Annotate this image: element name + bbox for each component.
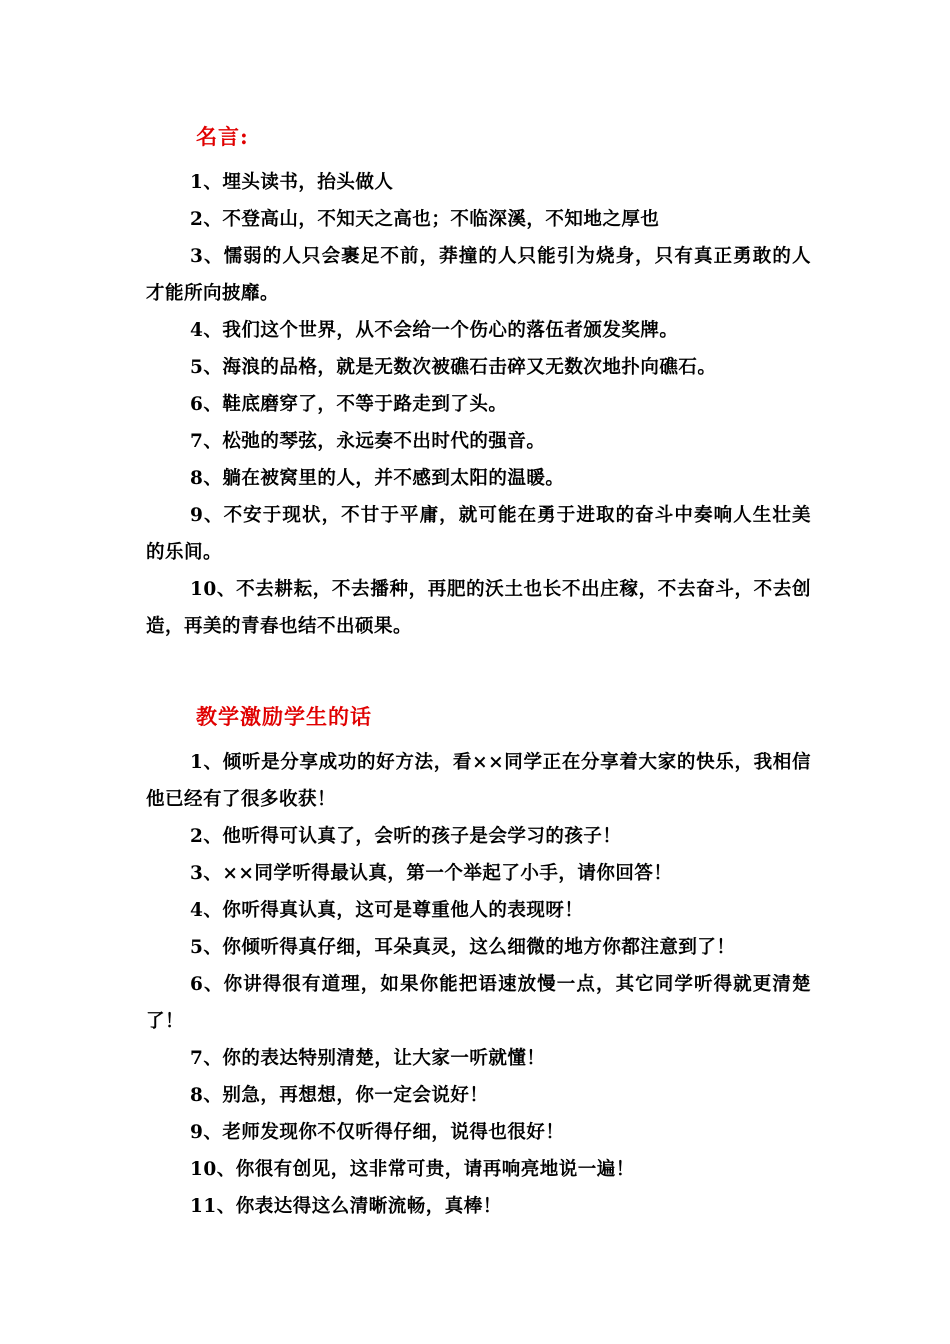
encouragement-item: 10、你很有创见，这非常可贵，请再响亮地说一遍！ (190, 1159, 635, 1180)
encouragement-item: 8、别急，再想想，你一定会说好！ (190, 1085, 489, 1106)
quote-item: 8、躺在被窝里的人，并不感到太阳的温暖。 (190, 468, 565, 489)
quote-item: 5、海浪的品格，就是无数次被礁石击碎又无数次地扑向礁石。 (190, 357, 717, 378)
quote-item: 6、鞋底磨穿了，不等于路走到了头。 (190, 394, 508, 415)
encouragement-item: 4、你听得真认真，这可是尊重他人的表现呀！ (190, 900, 584, 921)
encouragement-item: 5、你倾听得真仔细，耳朵真灵，这么细微的地方你都注意到了！ (190, 937, 736, 958)
encouragement-item: 11、你表达得这么清晰流畅，真棒！ (190, 1196, 502, 1217)
quote-item: 7、松弛的琴弦，永远奏不出时代的强音。 (190, 431, 546, 452)
quote-item: 4、我们这个世界，从不会给一个伤心的落伍者颁发奖牌。 (190, 320, 679, 341)
encouragement-item: 6、你讲得很有道理，如果你能把语速放慢一点，其它同学听得就更清楚了！ (146, 974, 811, 1032)
quote-item: 2、不登高山，不知天之高也；不临深溪，不知地之厚也 (190, 209, 660, 230)
quotes-heading: 名言: (196, 124, 249, 149)
quote-item: 1、埋头读书，抬头做人 (190, 172, 394, 193)
encouragement-item: 2、他听得可认真了，会听的孩子是会学习的孩子！ (190, 826, 622, 847)
encouragement-item: 7、你的表达特别清楚，让大家一听就懂！ (190, 1048, 546, 1069)
encouragement-item: 9、老师发现你不仅听得仔细，说得也很好！ (190, 1122, 565, 1143)
quote-item: 10、不去耕耘，不去播种，再肥的沃土也长不出庄稼，不去奋斗，不去创造，再美的青春也结不出硕果。 (146, 579, 811, 637)
encouragement-item: 1、倾听是分享成功的好方法，看××同学正在分享着大家的快乐，我相信他已经有了很多收获！ (146, 752, 811, 810)
quote-item: 3、懦弱的人只会裹足不前，莽撞的人只能引为烧身，只有真正勇敢的人才能所向披靡。 (146, 246, 811, 304)
quotes-section (146, 120, 811, 645)
encouragement-section (146, 700, 811, 1225)
encouragement-item: 3、××同学听得最认真，第一个举起了小手，请你回答！ (190, 863, 673, 884)
encouragement-heading: 教学激励学生的话 (196, 704, 372, 729)
quote-item: 9、不安于现状，不甘于平庸，就可能在勇于进取的奋斗中奏响人生壮美的乐间。 (146, 505, 811, 563)
